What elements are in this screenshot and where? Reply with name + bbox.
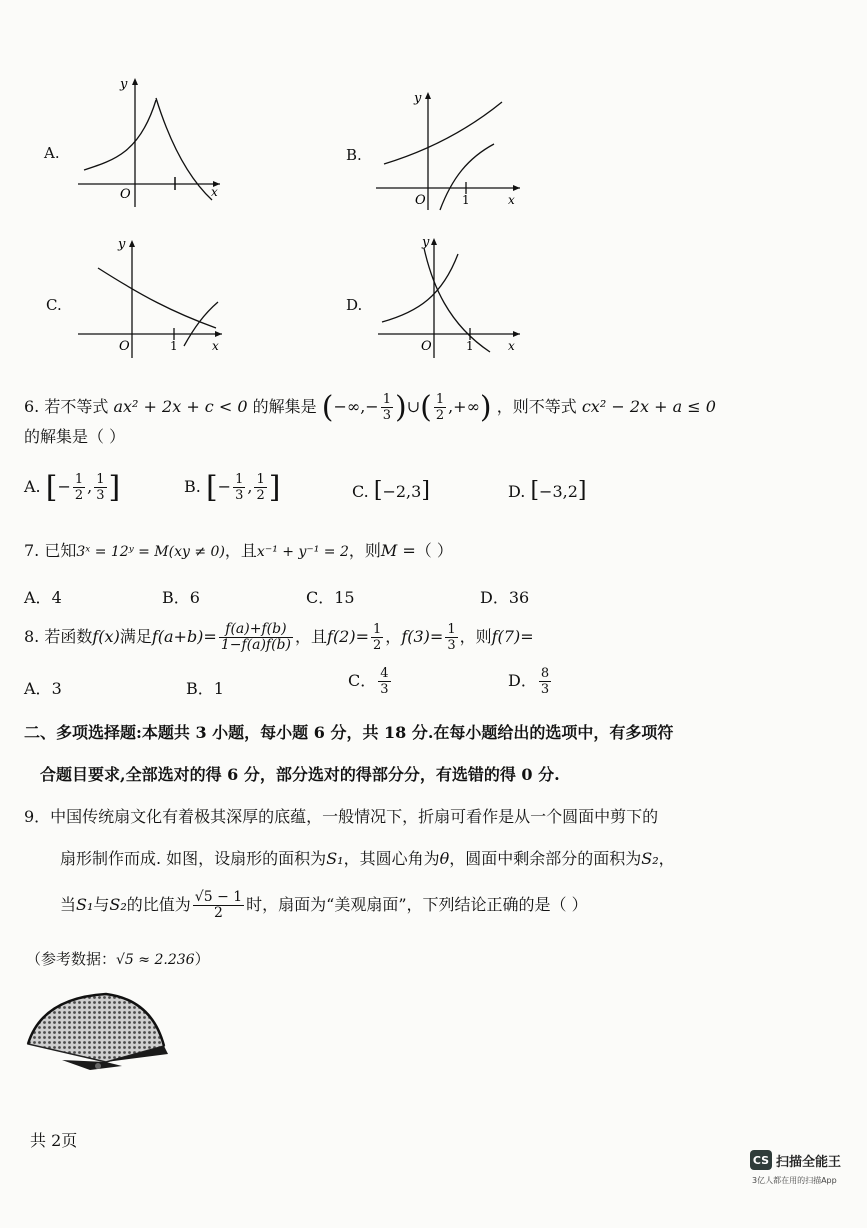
q6-frac2: $\frac{1}{2}$ — [435, 392, 445, 423]
y-label: y — [118, 237, 126, 252]
q6-option-b[interactable]: B. [− $\frac{1}{3}$ , $\frac{1}{2}$ ] — [184, 469, 281, 505]
q6-line2: 的解集是（ ） — [24, 427, 126, 446]
q6-option-c[interactable]: C. [−2,3] — [352, 478, 430, 503]
x-label: x — [212, 339, 219, 353]
fan-rivet — [95, 1063, 101, 1069]
y-axis-arrow — [129, 240, 135, 247]
cs-logo-icon: CS — [750, 1150, 772, 1170]
one-label: 1 — [462, 193, 470, 207]
curve-increasing — [382, 254, 458, 322]
q7-option-b[interactable]: B．6 — [162, 588, 200, 607]
logo-tagline: 3亿人都在用的扫描App — [752, 1176, 837, 1185]
origin-label: O — [421, 339, 432, 354]
q6-after: ，则不等式 — [496, 397, 577, 416]
paren-close: ) — [394, 389, 407, 425]
q9-reference: （参考数据：√5 ≈ 2.236） — [26, 950, 210, 968]
y-axis-arrow — [425, 92, 431, 99]
option-c-label: C. — [46, 296, 62, 314]
q7-option-a[interactable]: A．4 — [24, 588, 62, 607]
section2-line2: 合题目要求,全部选对的得 6 分，部分选对的得部分分，有选错的得 0 分. — [40, 765, 560, 784]
q7-option-d[interactable]: D．36 — [480, 588, 530, 607]
origin-label: O — [119, 339, 130, 354]
option-b-label: B. — [346, 146, 362, 164]
q6-number: 6. — [24, 397, 40, 416]
option-d-label: D. — [346, 296, 363, 314]
curve-increasing — [84, 100, 156, 170]
q6-prefix: 若不等式 — [44, 397, 109, 416]
graph-c — [72, 234, 232, 364]
graph-b — [370, 88, 530, 218]
paren-open-2: ( — [420, 389, 432, 425]
x-label: x — [508, 339, 515, 353]
q8-line: 8. 若函数f(x)满足f(a+b)= $\frac{f(a)+f(b)}{1-f(a)f(b)}$ ，且f(2)= $\frac{1}{2}$ ，f(3)= $\frac{1}{3}$ ，则f(7)= — [24, 621, 534, 653]
q6-option-d[interactable]: D. [−3,2] — [508, 478, 587, 503]
x-label: x — [211, 185, 218, 199]
section2-line1: 二、多项选择题:本题共 3 小题，每小题 6 分，共 18 分.在每小题给出的选项中，有多项符 — [24, 723, 674, 742]
x-axis-arrow — [215, 331, 222, 337]
q7-line: 7. 已知3ˣ = 12ʸ = M(xy ≠ 0)，且x⁻¹ + y⁻¹ = 2，则M =（ ） — [24, 541, 453, 560]
q9-line1: 9．中国传统扇文化有着极其深厚的底蕴，一般情况下，折扇可看作是从一个圆面中剪下的 — [24, 807, 659, 826]
y-label: y — [414, 91, 422, 106]
q8-option-d[interactable]: D． $\frac{8}{3}$ — [508, 666, 550, 697]
graph-d — [372, 234, 532, 364]
q6-frac1: $\frac{1}{3}$ — [382, 392, 391, 423]
q6-mid: 的解集是 — [252, 397, 317, 416]
y-axis-arrow — [431, 238, 437, 245]
one-label: 1 — [170, 339, 178, 353]
curve-decreasing — [156, 98, 212, 200]
paren-close-2: ) — [479, 389, 492, 425]
q6-union: ∪ — [406, 397, 421, 416]
option-a-label: A. — [44, 144, 60, 162]
origin-label: O — [120, 187, 131, 202]
y-label: y — [422, 235, 430, 250]
graph-a — [70, 72, 230, 212]
folding-fan-image — [22, 990, 172, 1072]
y-label: y — [120, 77, 128, 92]
one-label: 1 — [466, 339, 474, 353]
x-label: x — [508, 193, 515, 207]
x-axis-arrow — [513, 331, 520, 337]
q6-interval-a: −∞,− — [333, 397, 379, 416]
curve-decreasing-exp — [98, 268, 216, 328]
y-axis-arrow — [132, 78, 138, 85]
curve-exponential — [384, 102, 502, 164]
q6-inequality1: ax² + 2x + c < 0 — [113, 397, 248, 416]
q6-interval-b: ,+∞ — [448, 397, 480, 416]
origin-label: O — [415, 193, 426, 208]
q7-option-c[interactable]: C．15 — [306, 588, 355, 607]
paren-open: ( — [321, 389, 334, 425]
q6-line1 — [24, 389, 716, 425]
page-count: 共 2页 — [30, 1131, 78, 1150]
q6-inequality2: cx² − 2x + a ≤ 0 — [581, 397, 716, 416]
q8-option-a[interactable]: A．3 — [24, 679, 62, 698]
x-axis-arrow — [513, 185, 520, 191]
logo-name: 扫描全能王 — [776, 1154, 842, 1170]
q9-line3: 当S₁与S₂的比值为 $\frac{√5 - 1}{2}$ 时，扇面为“美观扇面”，下列结论正确的是（ ） — [60, 889, 588, 921]
q8-option-c[interactable]: C． $\frac{4}{3}$ — [348, 666, 389, 697]
camscanner-logo — [750, 1150, 841, 1170]
q6-option-a[interactable]: A. [− $\frac{1}{2}$ , $\frac{1}{3}$ ] — [24, 469, 121, 505]
q8-option-b[interactable]: B．1 — [186, 679, 224, 698]
fan-handle — [62, 1060, 122, 1070]
q9-line2: 扇形制作而成. 如图，设扇形的面积为S₁，其圆心角为θ，圆面中剩余部分的面积为S₂， — [60, 849, 675, 868]
